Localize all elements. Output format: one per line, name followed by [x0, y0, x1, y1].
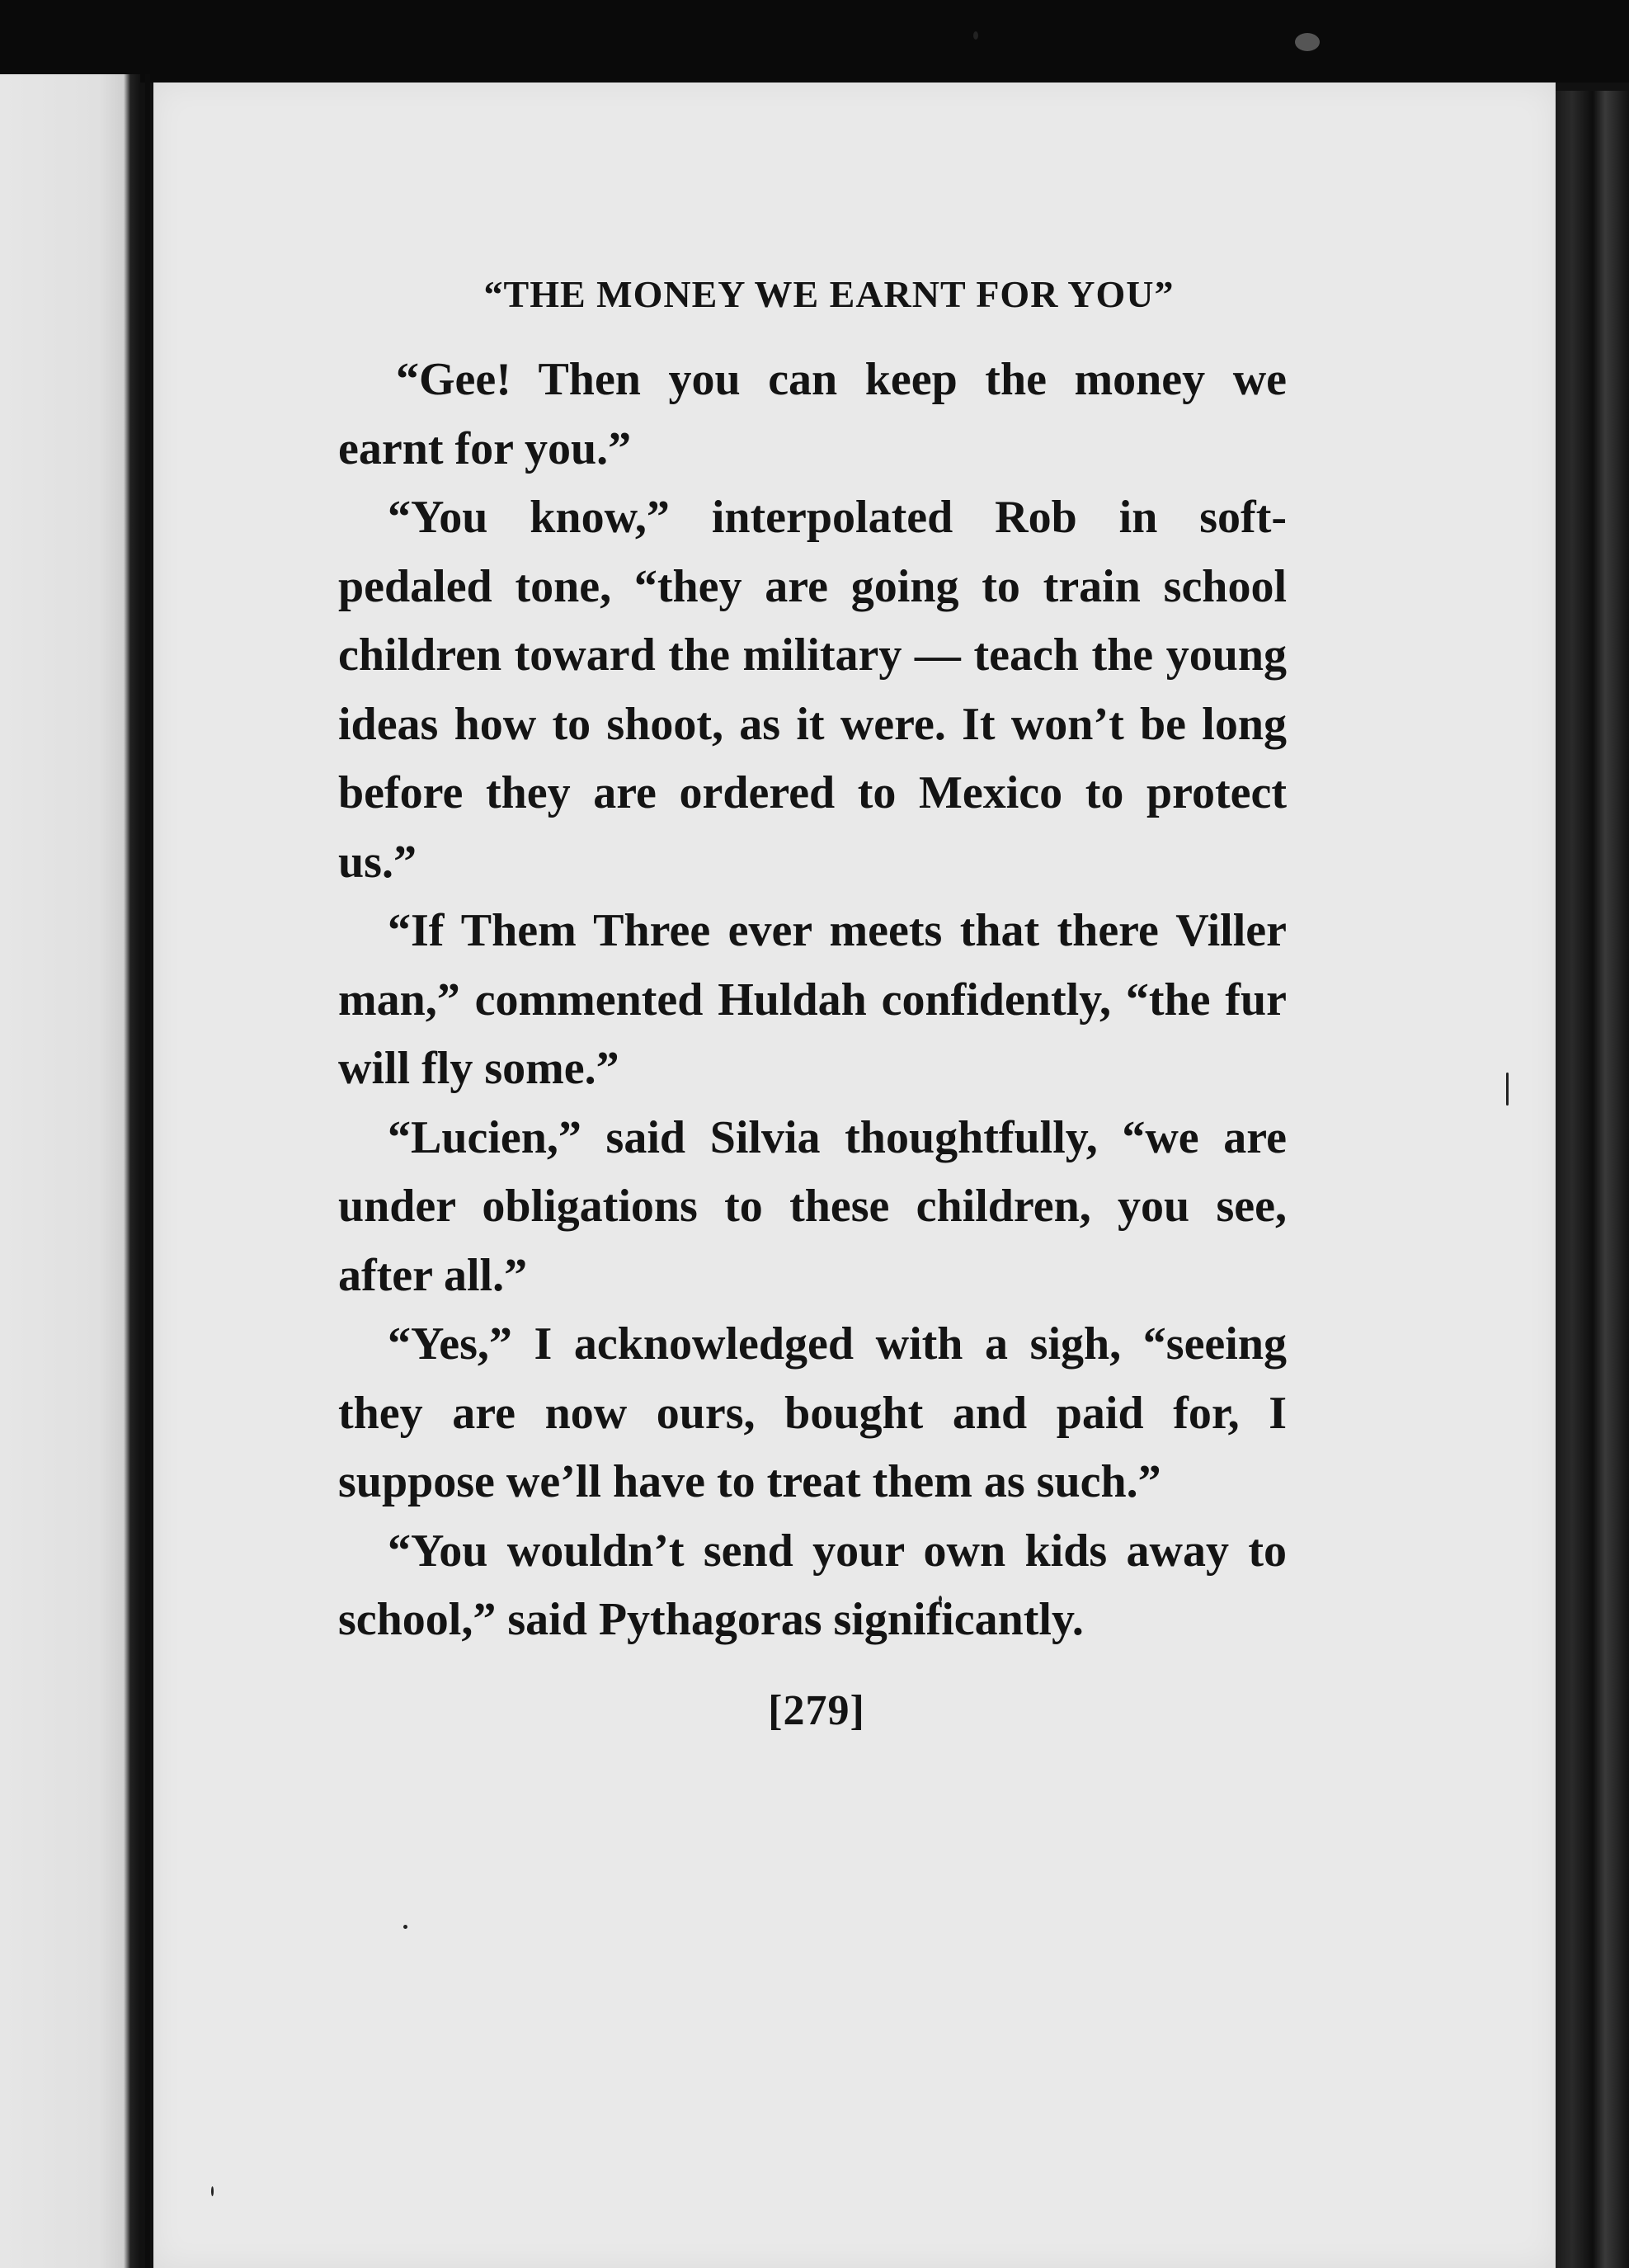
dust-speck [403, 1925, 407, 1929]
page-number: [279] [768, 1686, 865, 1734]
dust-speck [1295, 33, 1320, 51]
ink-mark [1506, 1073, 1509, 1106]
gutter-line [145, 74, 150, 2268]
paragraph: “Yes,” I acknowledged with a sigh, “seeing they are now ours, bought and paid for, I suppose we’ll have to treat them as such.” [338, 1318, 1287, 1507]
paragraph: “You know,” interpolated Rob in soft-pedaled tone, “they are going to train school children toward the military — teach the young ideas how to shoot, as it were. It won’t be long before they are ordered to Mexico to protect us.” [338, 492, 1287, 888]
paragraph: “Gee! Then you can keep the money we earnt for you.” [338, 354, 1287, 474]
paragraph: “Lucien,” said Silvia thoughtfully, “we are under obligations to these children, you see, after all.” [338, 1111, 1287, 1301]
top-scan-border [0, 0, 1629, 83]
page-text [338, 272, 1287, 1735]
dust-speck [211, 2186, 214, 2196]
paragraph: “If Them Three ever meets that there Viller man,” commented Huldah confidently, “the fur will fly some.” [338, 905, 1287, 1094]
left-scan-border [0, 74, 140, 2268]
running-head: “THE MONEY WE EARNT FOR YOU” [483, 273, 1175, 315]
paragraph: “You wouldn’t send your own kids away to school,” said Pythagoras significantly. [338, 1525, 1287, 1645]
dust-speck [973, 31, 978, 40]
right-scan-border [1556, 91, 1629, 2268]
